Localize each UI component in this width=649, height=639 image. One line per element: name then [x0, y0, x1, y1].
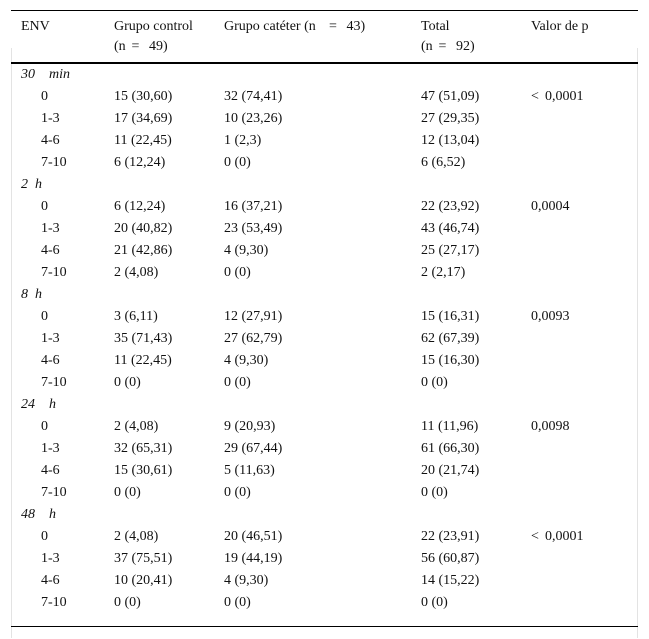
p-value: < 0,0001 — [531, 89, 584, 104]
env-range: 4-6 — [41, 353, 60, 368]
control-value: 0 (0) — [114, 375, 141, 390]
total-value: 61 (66,30) — [421, 441, 480, 456]
env-range: 4-6 — [41, 243, 60, 258]
cateter-value: 4 (9,30) — [224, 573, 269, 588]
control-value: 2 (4,08) — [114, 265, 159, 280]
header-p-value: Valor de p — [531, 19, 589, 34]
env-range: 0 — [41, 199, 48, 214]
total-value: 15 (16,31) — [421, 309, 480, 324]
env-range: 1-3 — [41, 441, 60, 456]
cateter-value: 9 (20,93) — [224, 419, 276, 434]
cateter-value: 4 (9,30) — [224, 353, 269, 368]
env-range: 1-3 — [41, 551, 60, 566]
total-value: 0 (0) — [421, 375, 448, 390]
table-top-rule — [11, 10, 638, 11]
cateter-value: 32 (74,41) — [224, 89, 283, 104]
cateter-value: 0 (0) — [224, 595, 251, 610]
timepoint-label: 2 h — [21, 177, 42, 192]
total-value: 20 (21,74) — [421, 463, 480, 478]
control-value: 21 (42,86) — [114, 243, 173, 258]
total-value: 15 (16,30) — [421, 353, 480, 368]
total-value: 62 (67,39) — [421, 331, 480, 346]
p-value: 0,0004 — [531, 199, 570, 214]
timepoint-label: 24 h — [21, 397, 56, 412]
cateter-value: 1 (2,3) — [224, 133, 262, 148]
timepoint-label: 48 h — [21, 507, 56, 522]
env-range: 7-10 — [41, 265, 67, 280]
cateter-value: 29 (67,44) — [224, 441, 283, 456]
control-value: 20 (40,82) — [114, 221, 173, 236]
table-bottom-rule — [11, 626, 638, 627]
env-range: 7-10 — [41, 595, 67, 610]
control-value: 2 (4,08) — [114, 529, 159, 544]
control-value: 35 (71,43) — [114, 331, 173, 346]
total-value: 12 (13,04) — [421, 133, 480, 148]
cateter-value: 27 (62,79) — [224, 331, 283, 346]
env-range: 4-6 — [41, 573, 60, 588]
env-range: 0 — [41, 309, 48, 324]
env-range: 0 — [41, 529, 48, 544]
env-range: 1-3 — [41, 331, 60, 346]
control-value: 6 (12,24) — [114, 199, 166, 214]
cateter-value: 4 (9,30) — [224, 243, 269, 258]
env-range: 1-3 — [41, 111, 60, 126]
env-range: 4-6 — [41, 133, 60, 148]
cateter-value: 10 (23,26) — [224, 111, 283, 126]
total-value: 14 (15,22) — [421, 573, 480, 588]
env-range: 7-10 — [41, 375, 67, 390]
control-value: 11 (22,45) — [114, 353, 172, 368]
total-value: 11 (11,96) — [421, 419, 479, 434]
total-value: 0 (0) — [421, 485, 448, 500]
timepoint-label: 30 min — [21, 67, 70, 82]
total-value: 0 (0) — [421, 595, 448, 610]
header-control: Grupo control — [114, 19, 193, 34]
control-value: 37 (75,51) — [114, 551, 173, 566]
env-range: 7-10 — [41, 155, 67, 170]
total-value: 56 (60,87) — [421, 551, 480, 566]
p-value: 0,0098 — [531, 419, 570, 434]
header-cateter: Grupo catéter (n = 43) — [224, 19, 366, 34]
env-range: 4-6 — [41, 463, 60, 478]
cateter-value: 19 (44,19) — [224, 551, 283, 566]
total-value: 47 (51,09) — [421, 89, 480, 104]
control-value: 0 (0) — [114, 485, 141, 500]
p-value: 0,0093 — [531, 309, 570, 324]
cateter-value: 16 (37,21) — [224, 199, 283, 214]
header-total: Total — [421, 19, 450, 34]
env-range: 0 — [41, 419, 48, 434]
total-value: 22 (23,92) — [421, 199, 480, 214]
timepoint-label: 8 h — [21, 287, 42, 302]
control-value: 17 (34,69) — [114, 111, 173, 126]
p-value: < 0,0001 — [531, 529, 584, 544]
total-value: 2 (2,17) — [421, 265, 466, 280]
cateter-value: 0 (0) — [224, 375, 251, 390]
header-control-n: (n = 49) — [114, 39, 168, 54]
control-value: 2 (4,08) — [114, 419, 159, 434]
total-value: 6 (6,52) — [421, 155, 466, 170]
header-bottom-rule — [11, 62, 638, 64]
cateter-value: 0 (0) — [224, 155, 251, 170]
control-value: 3 (6,11) — [114, 309, 158, 324]
table-left-border — [11, 48, 12, 638]
cateter-value: 23 (53,49) — [224, 221, 283, 236]
control-value: 15 (30,61) — [114, 463, 173, 478]
cateter-value: 0 (0) — [224, 485, 251, 500]
control-value: 6 (12,24) — [114, 155, 166, 170]
total-value: 22 (23,91) — [421, 529, 480, 544]
control-value: 10 (20,41) — [114, 573, 173, 588]
cateter-value: 5 (11,63) — [224, 463, 275, 478]
cateter-value: 12 (27,91) — [224, 309, 283, 324]
header-env: ENV — [21, 19, 50, 34]
total-value: 43 (46,74) — [421, 221, 480, 236]
total-value: 27 (29,35) — [421, 111, 480, 126]
env-range: 1-3 — [41, 221, 60, 236]
control-value: 11 (22,45) — [114, 133, 172, 148]
total-value: 25 (27,17) — [421, 243, 480, 258]
cateter-value: 20 (46,51) — [224, 529, 283, 544]
header-total-n: (n = 92) — [421, 39, 475, 54]
control-value: 32 (65,31) — [114, 441, 173, 456]
control-value: 0 (0) — [114, 595, 141, 610]
control-value: 15 (30,60) — [114, 89, 173, 104]
table-right-border — [637, 48, 638, 638]
cateter-value: 0 (0) — [224, 265, 251, 280]
env-range: 7-10 — [41, 485, 67, 500]
env-range: 0 — [41, 89, 48, 104]
